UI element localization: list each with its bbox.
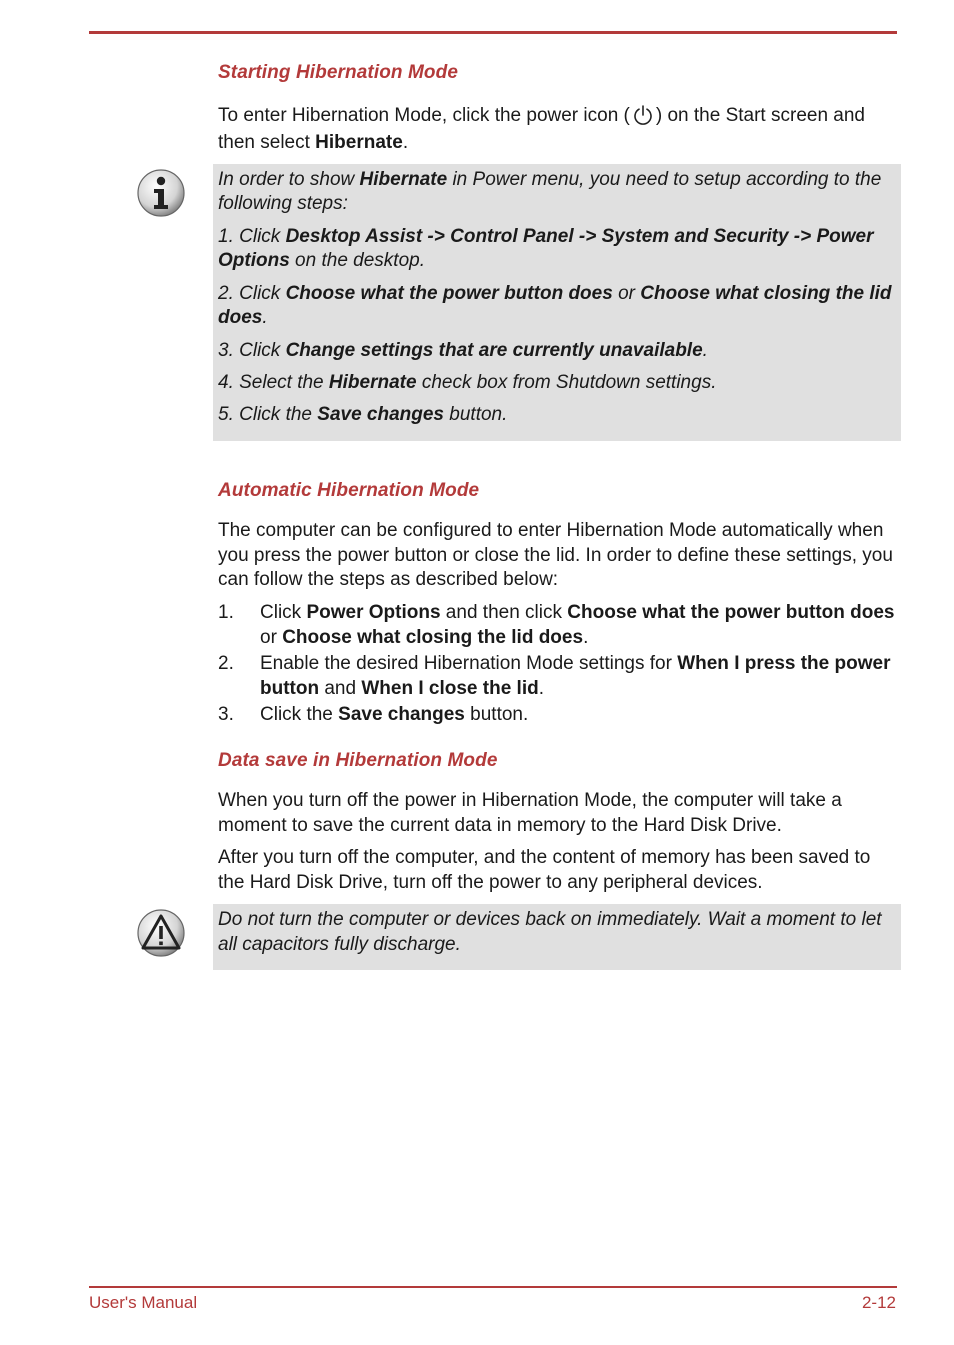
data-save-paragraph-2: After you turn off the computer, and the content of memory has been saved to the Hard Disk Drive, turn off the power to any peripheral devices. bbox=[218, 847, 871, 893]
power-icon bbox=[632, 104, 654, 126]
data-save-paragraph-1: When you turn off the power in Hibernation Mode, the computer will take a moment to save the current data in memory to the Hard Disk Drive. bbox=[218, 790, 842, 836]
note-text: 5. Click the bbox=[218, 404, 318, 425]
step-number: 1. bbox=[218, 602, 234, 623]
step-bold-text: Choose what the power button does bbox=[567, 602, 895, 623]
note-text: 4. Select the bbox=[218, 372, 329, 393]
step-number: 3. bbox=[218, 704, 234, 725]
note-bold-text: Choose what the power button does bbox=[285, 283, 613, 304]
note-line bbox=[218, 403, 895, 427]
step-bold-text: Power Options bbox=[306, 602, 441, 623]
warning-note-text: Do not turn the computer or devices back on immediately. Wait a moment to let all capacitors fully discharge. bbox=[218, 909, 882, 955]
note-bold-text: Choose what closing the lid does bbox=[218, 283, 892, 328]
note-text: In order to show bbox=[218, 169, 360, 190]
hibernate-setup-note bbox=[213, 164, 901, 441]
note-text: on the desktop. bbox=[289, 250, 425, 271]
list-item bbox=[218, 651, 898, 701]
intro-text-pre: To enter Hibernation Mode, click the power icon ( bbox=[218, 105, 630, 126]
step-text: and then click bbox=[440, 602, 568, 623]
note-text: button. bbox=[444, 404, 508, 425]
step-text: and bbox=[319, 678, 362, 699]
note-bold-text: Hibernate bbox=[359, 169, 448, 190]
header-rule bbox=[89, 31, 897, 34]
intro-text-end: . bbox=[402, 132, 409, 153]
intro-text-bold: Hibernate bbox=[315, 132, 403, 153]
step-text: . bbox=[583, 627, 589, 648]
step-bold-text: Choose what closing the lid does bbox=[282, 627, 584, 648]
section-heading-data-save: Data save in Hibernation Mode bbox=[218, 750, 498, 771]
automatic-hibernation-paragraph: The computer can be configured to enter Hibernation Mode automatically when you press the power button or close the lid. In order to define these settings, you can follow the steps as described below: bbox=[218, 520, 893, 590]
note-text: 2. Click bbox=[218, 283, 286, 304]
footer-rule bbox=[89, 1286, 897, 1288]
note-line bbox=[218, 282, 895, 330]
step-text: Enable the desired Hibernation Mode settings for bbox=[260, 653, 678, 674]
capacitor-warning-note bbox=[213, 904, 901, 970]
step-bold-text: When I close the lid bbox=[361, 678, 539, 699]
list-item bbox=[218, 702, 898, 727]
step-text: or bbox=[260, 627, 283, 648]
step-text: . bbox=[538, 678, 544, 699]
step-bold-text: Save changes bbox=[338, 704, 465, 725]
note-text: . bbox=[262, 307, 268, 328]
note-bold-text: Save changes bbox=[317, 404, 445, 425]
note-line bbox=[218, 339, 895, 363]
footer-page-number: 2-12 bbox=[861, 1293, 896, 1312]
note-text: check box from Shutdown settings. bbox=[416, 372, 717, 393]
step-text: Click bbox=[260, 602, 307, 623]
step-text: button. bbox=[464, 704, 529, 725]
info-icon bbox=[136, 168, 186, 218]
section-heading-starting-hibernation: Starting Hibernation Mode bbox=[218, 62, 458, 83]
warning-icon bbox=[136, 908, 186, 958]
note-line bbox=[218, 168, 895, 216]
step-number: 2. bbox=[218, 653, 234, 674]
list-item bbox=[218, 600, 898, 650]
note-bold-text: Desktop Assist -> Control Panel -> System and Security -> Power Options bbox=[218, 226, 874, 271]
note-text: 1. Click bbox=[218, 226, 286, 247]
note-text: . bbox=[702, 340, 708, 361]
footer-manual-title: User's Manual bbox=[89, 1293, 198, 1312]
intro-text-post: ) on the Start screen and then select bbox=[218, 105, 865, 153]
hibernate-intro-paragraph bbox=[218, 102, 898, 156]
note-text: 3. Click bbox=[218, 340, 286, 361]
note-text: or bbox=[612, 283, 641, 304]
automatic-hibernation-steps bbox=[218, 600, 898, 728]
step-text: Click the bbox=[260, 704, 339, 725]
section-heading-automatic-hibernation: Automatic Hibernation Mode bbox=[218, 480, 480, 501]
note-text: in Power menu, you need to setup according to the following steps: bbox=[218, 169, 882, 214]
note-bold-text: Hibernate bbox=[328, 372, 417, 393]
note-line bbox=[218, 371, 895, 395]
step-bold-text: When I press the power button bbox=[260, 653, 891, 699]
note-bold-text: Change settings that are currently unavailable bbox=[285, 340, 703, 361]
note-line bbox=[218, 225, 895, 273]
